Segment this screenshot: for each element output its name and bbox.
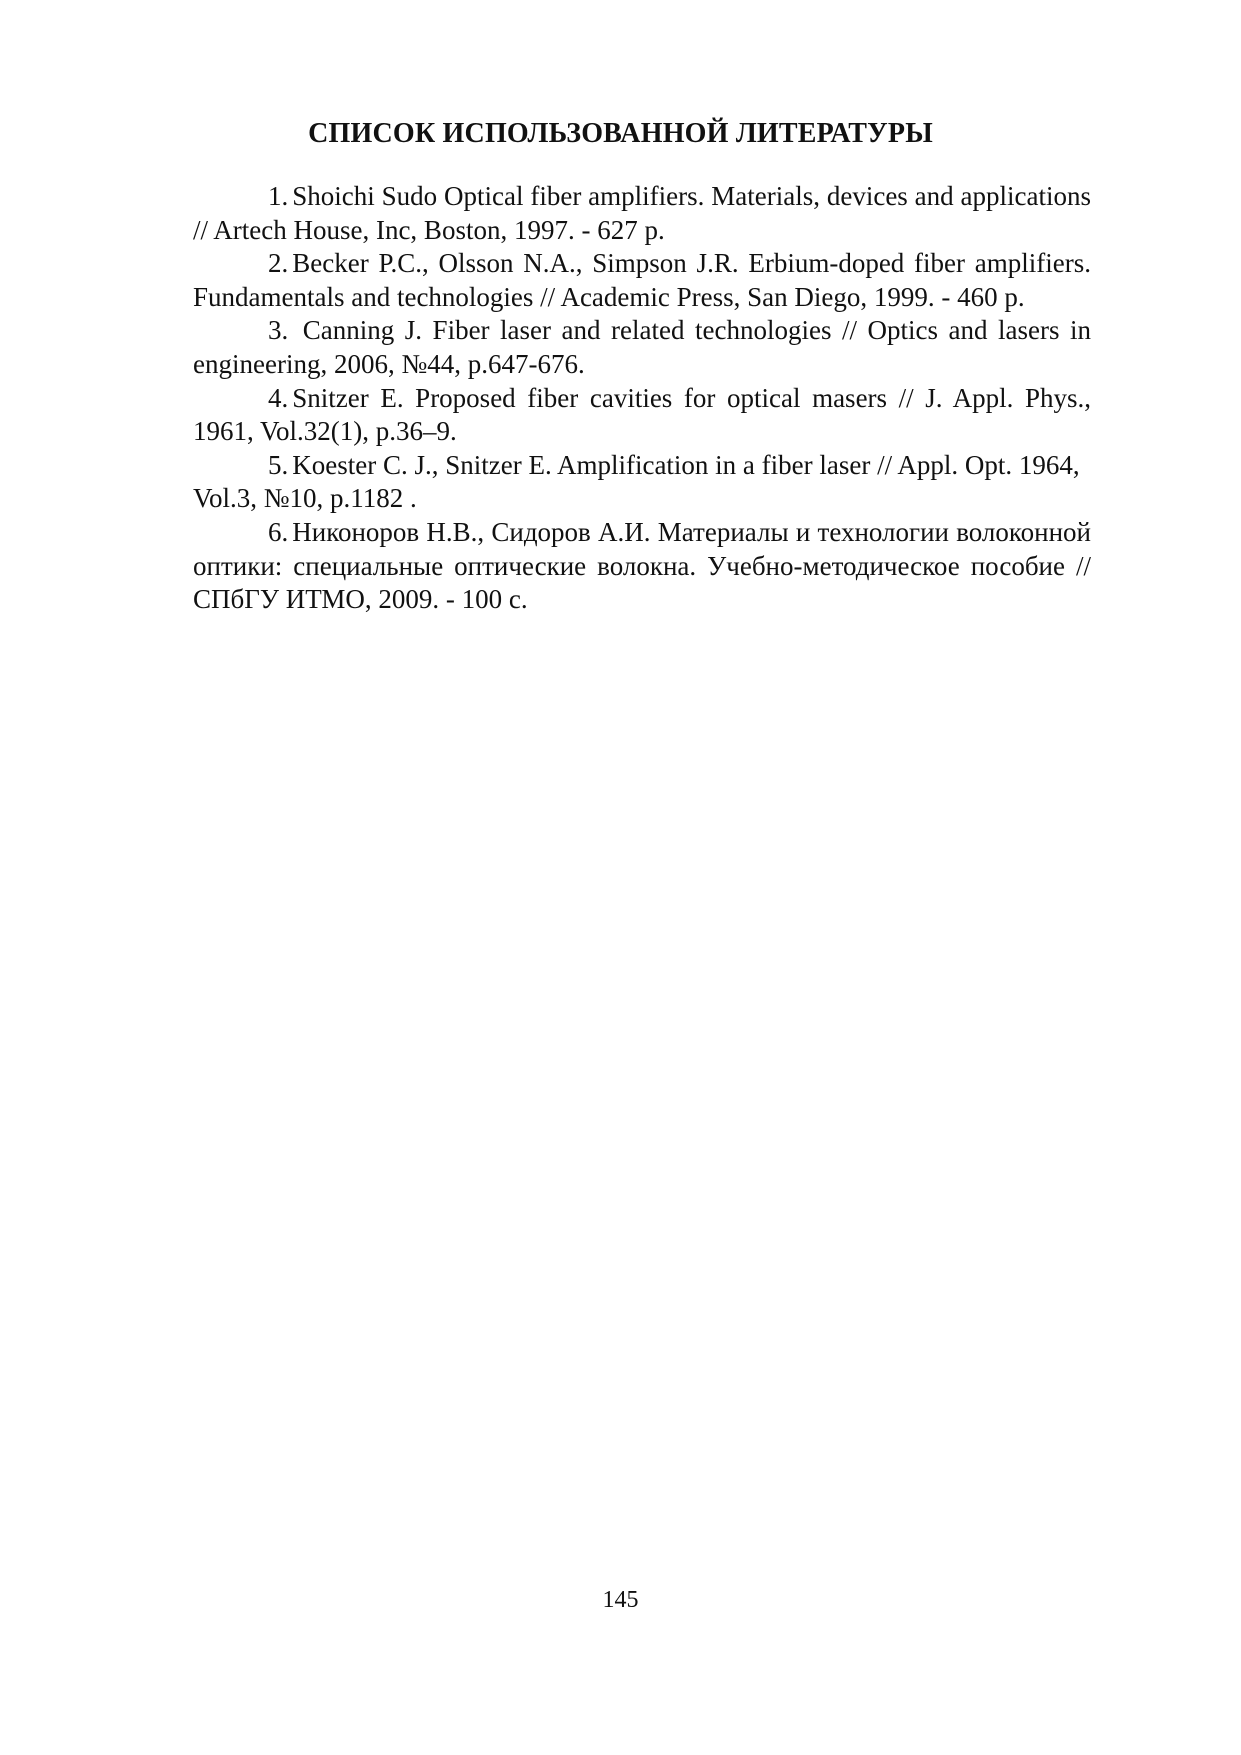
reference-number: 3. [268, 315, 289, 346]
reference-text: Koester C. J., Snitzer E. Amplification in a fiber laser // Appl. Opt. 1964, Vol.3, №10, p.1182 . [193, 449, 1080, 514]
page-number: 145 [602, 1587, 639, 1613]
reference-item [193, 516, 1091, 617]
reference-item [193, 314, 1091, 381]
reference-item [193, 247, 1091, 314]
reference-text: Shoichi Sudo Optical fiber amplifiers. Materials, devices and applications // Artech House, Inc, Boston, 1997. - 627 p. [193, 181, 1091, 245]
reference-list [193, 180, 1091, 617]
reference-item [193, 382, 1091, 449]
reference-text: Никоноров Н.В., Сидоров А.И. Материалы и технологии волоконной оптики: специальные оптические волокна. Учебно-методическое пособие // СПбГУ ИТМО, 2009. - 100 с. [193, 516, 1091, 615]
reference-number: 1. [268, 181, 289, 211]
reference-item [193, 449, 1091, 516]
page-title: СПИСОК ИСПОЛЬЗОВАННОЙ ЛИТЕРАТУРЫ [308, 118, 933, 149]
reference-item [193, 180, 1091, 247]
reference-number: 4. [268, 382, 289, 413]
reference-number: 6. [268, 516, 289, 547]
reference-text: Becker P.C., Olsson N.A., Simpson J.R. Erbium-doped fiber amplifiers. Fundamentals and technologies // Academic Press, San Diego, 1999. - 460 p. [193, 248, 1091, 312]
reference-text: Snitzer E. Proposed fiber cavities for optical masers // J. Appl. Phys., 1961, Vol.32(1), p.36–9. [193, 382, 1091, 447]
reference-number: 5. [268, 449, 289, 480]
reference-number: 2. [268, 248, 289, 279]
reference-text: Canning J. Fiber laser and related technologies // Optics and lasers in engineering, 2006, №44, p.647-676. [193, 315, 1091, 379]
